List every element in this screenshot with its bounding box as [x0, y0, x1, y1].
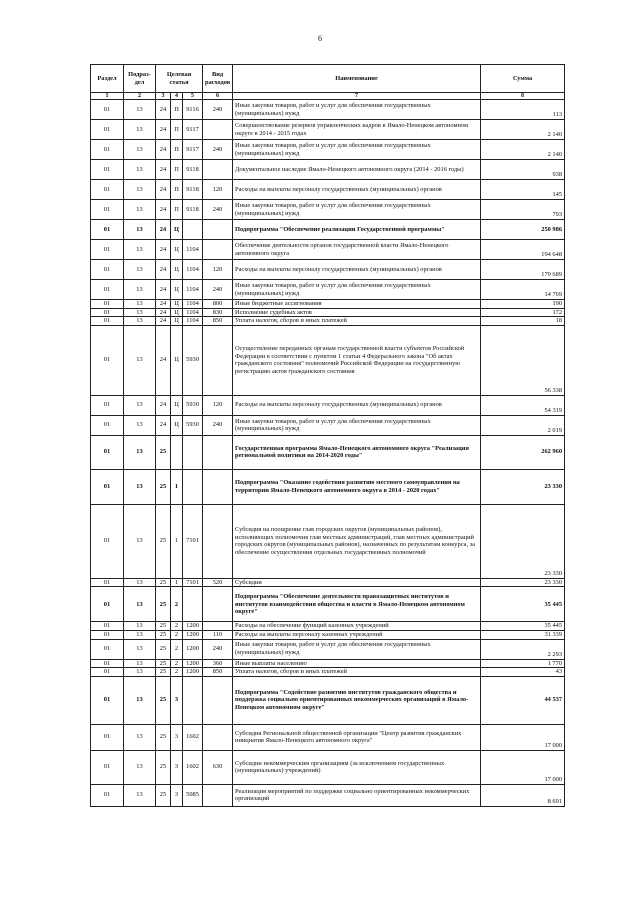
name-cell: Иные выплаты населению — [233, 659, 481, 668]
razdel-cell: 01 — [91, 784, 124, 806]
program-code-cell: 24 — [156, 317, 171, 326]
name-cell: Обеспечение деятельности органов государственной власти Ямало-Ненецкого автономного округа — [233, 240, 481, 260]
program-code-cell: 25 — [156, 622, 171, 631]
podrazdel-cell: 13 — [124, 622, 156, 631]
program-code-cell: 25 — [156, 784, 171, 806]
razdel-cell: 01 — [91, 724, 124, 750]
razdel-cell: 01 — [91, 630, 124, 639]
vid-cell — [203, 160, 233, 180]
direction-code-cell: 1200 — [183, 659, 203, 668]
sum-cell: 54 319 — [481, 395, 565, 415]
name-cell: Государственная программа Ямало-Ненецкого автономного округа "Реализация региональной политики на 2014-2020 годы" — [233, 435, 481, 469]
razdel-cell: 01 — [91, 469, 124, 504]
direction-code-cell — [183, 587, 203, 622]
vid-cell — [203, 325, 233, 395]
razdel-cell: 01 — [91, 180, 124, 200]
podrazdel-cell: 13 — [124, 308, 156, 317]
direction-code-cell: 1200 — [183, 639, 203, 659]
subprogram-code-cell: Ц — [171, 240, 183, 260]
podrazdel-cell: 13 — [124, 325, 156, 395]
sum-cell: 2 019 — [481, 415, 565, 435]
name-cell: Иные закупки товаров, работ и услуг для обеспечения государственных (муниципальных) нужд — [233, 140, 481, 160]
podrazdel-cell: 13 — [124, 587, 156, 622]
name-cell: Субсидии — [233, 578, 481, 587]
table-row — [91, 260, 565, 280]
podrazdel-cell: 13 — [124, 120, 156, 140]
direction-code-cell: 1104 — [183, 280, 203, 300]
vid-cell — [203, 435, 233, 469]
vid-cell — [203, 724, 233, 750]
program-code-cell: 24 — [156, 240, 171, 260]
sum-cell: 2 140 — [481, 120, 565, 140]
name-cell: Совершенствование резервов управленческих кадров в Ямало-Ненецком автономном округе в 2014 - 2015 годах — [233, 120, 481, 140]
name-cell: Исполнение судебных актов — [233, 308, 481, 317]
program-code-cell: 25 — [156, 587, 171, 622]
program-code-cell: 24 — [156, 220, 171, 240]
vid-cell: 240 — [203, 200, 233, 220]
table-row — [91, 668, 565, 677]
subprogram-code-cell: П — [171, 160, 183, 180]
razdel-cell: 01 — [91, 260, 124, 280]
razdel-cell: 01 — [91, 668, 124, 677]
direction-code-cell: 7101 — [183, 504, 203, 578]
direction-code-cell: 1104 — [183, 260, 203, 280]
direction-code-cell: 9118 — [183, 180, 203, 200]
program-code-cell: 24 — [156, 200, 171, 220]
index-cell: 1 — [91, 93, 124, 100]
program-code-cell: 25 — [156, 578, 171, 587]
direction-code-cell: 1200 — [183, 668, 203, 677]
podrazdel-cell: 13 — [124, 676, 156, 724]
podrazdel-cell: 13 — [124, 180, 156, 200]
name-cell: Иные закупки товаров, работ и услуг для обеспечения государственных (муниципальных) нужд — [233, 100, 481, 120]
table-row — [91, 140, 565, 160]
direction-code-cell: 7101 — [183, 578, 203, 587]
podrazdel-cell: 13 — [124, 317, 156, 326]
vid-cell: 630 — [203, 750, 233, 784]
program-code-cell: 24 — [156, 415, 171, 435]
podrazdel-cell: 13 — [124, 280, 156, 300]
direction-code-cell — [183, 220, 203, 240]
table-row — [91, 280, 565, 300]
vid-cell — [203, 220, 233, 240]
table-row — [91, 435, 565, 469]
name-cell: Субсидия Региональной общественной организации "Центр развития гражданских инициатив Ямало-Ненецкого автономного округа" — [233, 724, 481, 750]
razdel-cell: 01 — [91, 317, 124, 326]
subprogram-code-cell: 3 — [171, 676, 183, 724]
name-cell: Реализация мероприятий по поддержке социально ориентированных некоммерческих организаций — [233, 784, 481, 806]
direction-code-cell: 9118 — [183, 200, 203, 220]
podrazdel-cell: 13 — [124, 668, 156, 677]
sum-cell: 35 445 — [481, 587, 565, 622]
sum-cell: 23 330 — [481, 578, 565, 587]
razdel-cell: 01 — [91, 587, 124, 622]
table-row — [91, 750, 565, 784]
sum-cell: 179 689 — [481, 260, 565, 280]
direction-code-cell: 5930 — [183, 415, 203, 435]
header-target-article: Целевая статья — [156, 65, 203, 93]
razdel-cell: 01 — [91, 659, 124, 668]
subprogram-code-cell: 2 — [171, 622, 183, 631]
index-cell: 2 — [124, 93, 156, 100]
program-code-cell: 25 — [156, 630, 171, 639]
subprogram-code-cell: 3 — [171, 724, 183, 750]
podrazdel-cell: 13 — [124, 578, 156, 587]
podrazdel-cell: 13 — [124, 435, 156, 469]
table-row — [91, 240, 565, 260]
subprogram-code-cell: Ц — [171, 308, 183, 317]
razdel-cell: 01 — [91, 308, 124, 317]
table-row — [91, 639, 565, 659]
vid-cell — [203, 676, 233, 724]
direction-code-cell: 9118 — [183, 160, 203, 180]
program-code-cell: 25 — [156, 676, 171, 724]
program-code-cell: 25 — [156, 724, 171, 750]
razdel-cell: 01 — [91, 750, 124, 784]
vid-cell: 240 — [203, 280, 233, 300]
subprogram-code-cell: 2 — [171, 668, 183, 677]
razdel-cell: 01 — [91, 140, 124, 160]
table-row — [91, 220, 565, 240]
sum-cell: 250 986 — [481, 220, 565, 240]
table-row — [91, 395, 565, 415]
header-podrazdel: Подраз-дел — [124, 65, 156, 93]
razdel-cell: 01 — [91, 240, 124, 260]
subprogram-code-cell: Ц — [171, 317, 183, 326]
razdel-cell: 01 — [91, 280, 124, 300]
vid-cell: 120 — [203, 180, 233, 200]
vid-cell: 850 — [203, 317, 233, 326]
program-code-cell: 24 — [156, 395, 171, 415]
table-row — [91, 415, 565, 435]
vid-cell: 850 — [203, 668, 233, 677]
vid-cell: 120 — [203, 395, 233, 415]
subprogram-code-cell: П — [171, 100, 183, 120]
razdel-cell: 01 — [91, 160, 124, 180]
podrazdel-cell: 13 — [124, 220, 156, 240]
table-row — [91, 622, 565, 631]
podrazdel-cell: 13 — [124, 200, 156, 220]
sum-cell: 56 338 — [481, 325, 565, 395]
direction-code-cell: 9116 — [183, 100, 203, 120]
podrazdel-cell: 13 — [124, 260, 156, 280]
subprogram-code-cell: 3 — [171, 784, 183, 806]
table-row — [91, 504, 565, 578]
podrazdel-cell: 13 — [124, 784, 156, 806]
table-row — [91, 659, 565, 668]
direction-code-cell: 1104 — [183, 308, 203, 317]
name-cell: Подпрограмма "Содействие развитию институтов гражданского общества и поддержка социально ориентированных некоммерческих организаций в Ямало-Ненецком автономном округе" — [233, 676, 481, 724]
index-cell: 3 — [156, 93, 171, 100]
name-cell: Иные закупки товаров, работ и услуг для обеспечения государственных (муниципальных) нужд — [233, 200, 481, 220]
sum-cell: 43 — [481, 668, 565, 677]
table-row — [91, 300, 565, 309]
header-vid-raskhodov: Вид расходов — [203, 65, 233, 93]
program-code-cell: 24 — [156, 140, 171, 160]
vid-cell: 240 — [203, 140, 233, 160]
program-code-cell: 24 — [156, 120, 171, 140]
name-cell: Расходы на обеспечение функций казенных учреждений — [233, 622, 481, 631]
direction-code-cell: 5085 — [183, 784, 203, 806]
subprogram-code-cell: 1 — [171, 504, 183, 578]
sum-cell: 14 769 — [481, 280, 565, 300]
table-row — [91, 469, 565, 504]
table-row — [91, 724, 565, 750]
program-code-cell: 24 — [156, 300, 171, 309]
program-code-cell: 25 — [156, 504, 171, 578]
vid-cell: 830 — [203, 308, 233, 317]
table-row — [91, 587, 565, 622]
sum-cell: 44 537 — [481, 676, 565, 724]
razdel-cell: 01 — [91, 578, 124, 587]
vid-cell — [203, 240, 233, 260]
program-code-cell: 25 — [156, 750, 171, 784]
razdel-cell: 01 — [91, 435, 124, 469]
razdel-cell: 01 — [91, 100, 124, 120]
podrazdel-cell: 13 — [124, 630, 156, 639]
razdel-cell: 01 — [91, 622, 124, 631]
subprogram-code-cell: 2 — [171, 639, 183, 659]
sum-cell: 2 293 — [481, 639, 565, 659]
subprogram-code-cell: П — [171, 120, 183, 140]
index-cell: 5 — [183, 93, 203, 100]
name-cell: Расходы на выплаты персоналу государственных (муниципальных) органов — [233, 180, 481, 200]
program-code-cell: 24 — [156, 280, 171, 300]
name-cell: Иные закупки товаров, работ и услуг для обеспечения государственных (муниципальных) нужд — [233, 639, 481, 659]
subprogram-code-cell: Ц — [171, 300, 183, 309]
sum-cell: 1 770 — [481, 659, 565, 668]
budget-table — [90, 64, 565, 807]
subprogram-code-cell: Ц — [171, 260, 183, 280]
direction-code-cell: 5930 — [183, 325, 203, 395]
direction-code-cell: 1104 — [183, 317, 203, 326]
sum-cell: 35 445 — [481, 622, 565, 631]
podrazdel-cell: 13 — [124, 160, 156, 180]
name-cell: Документальное наследие Ямало-Ненецкого автономного округа (2014 - 2016 годы) — [233, 160, 481, 180]
program-code-cell: 25 — [156, 435, 171, 469]
vid-cell — [203, 784, 233, 806]
subprogram-code-cell: П — [171, 200, 183, 220]
subprogram-code-cell: Ц — [171, 415, 183, 435]
subprogram-code-cell: Ц — [171, 325, 183, 395]
sum-cell: 793 — [481, 200, 565, 220]
direction-code-cell: 9117 — [183, 120, 203, 140]
program-code-cell: 25 — [156, 668, 171, 677]
index-cell: 8 — [481, 93, 565, 100]
sum-cell: 194 648 — [481, 240, 565, 260]
subprogram-code-cell: 1 — [171, 578, 183, 587]
sum-cell: 31 339 — [481, 630, 565, 639]
vid-cell: 110 — [203, 630, 233, 639]
subprogram-code-cell: 2 — [171, 587, 183, 622]
name-cell: Субсидии некоммерческим организациям (за исключением государственных (муниципальных) учреждений) — [233, 750, 481, 784]
direction-code-cell: 1602 — [183, 724, 203, 750]
razdel-cell: 01 — [91, 415, 124, 435]
direction-code-cell: 9117 — [183, 140, 203, 160]
program-code-cell: 24 — [156, 160, 171, 180]
vid-cell — [203, 622, 233, 631]
sum-cell: 938 — [481, 160, 565, 180]
razdel-cell: 01 — [91, 639, 124, 659]
name-cell: Осуществление переданных органам государственной власти субъектов Российской Федерации в соответствии с пунктом 1 статьи 4 Федерального закона "Об актах гражданского состояния" полномочий Российской Федерации на государственную регистрацию актов гражданского состояния — [233, 325, 481, 395]
podrazdel-cell: 13 — [124, 395, 156, 415]
podrazdel-cell: 13 — [124, 750, 156, 784]
table-row — [91, 160, 565, 180]
podrazdel-cell: 13 — [124, 415, 156, 435]
razdel-cell: 01 — [91, 395, 124, 415]
vid-cell: 240 — [203, 100, 233, 120]
name-cell: Подпрограмма "Обеспечение деятельности правозащитных институтов и институтов взаимодействия общества и власти в Ямало-Ненецком автономном округе" — [233, 587, 481, 622]
sum-cell: 23 330 — [481, 469, 565, 504]
vid-cell: 240 — [203, 415, 233, 435]
name-cell: Подпрограмма "Оказание содействия развитию местного самоуправления на территории Ямало-Ненецкого автономного округа в 2014 - 2020 годах" — [233, 469, 481, 504]
subprogram-code-cell: 3 — [171, 750, 183, 784]
podrazdel-cell: 13 — [124, 724, 156, 750]
vid-cell: 360 — [203, 659, 233, 668]
razdel-cell: 01 — [91, 300, 124, 309]
header-razdel: Раздел — [91, 65, 124, 93]
program-code-cell: 25 — [156, 639, 171, 659]
name-cell: Уплата налогов, сборов и иных платежей — [233, 317, 481, 326]
name-cell: Расходы на выплаты персоналу государственных (муниципальных) органов — [233, 260, 481, 280]
podrazdel-cell: 13 — [124, 100, 156, 120]
direction-code-cell: 1200 — [183, 630, 203, 639]
index-cell: 6 — [203, 93, 233, 100]
program-code-cell: 24 — [156, 260, 171, 280]
table-row — [91, 120, 565, 140]
vid-cell: 520 — [203, 578, 233, 587]
podrazdel-cell: 13 — [124, 659, 156, 668]
razdel-cell: 01 — [91, 120, 124, 140]
page-number: 6 — [318, 34, 322, 43]
program-code-cell: 24 — [156, 100, 171, 120]
sum-cell: 23 330 — [481, 504, 565, 578]
razdel-cell: 01 — [91, 676, 124, 724]
table-row — [91, 630, 565, 639]
table-row — [91, 578, 565, 587]
sum-cell: 262 960 — [481, 435, 565, 469]
name-cell: Иные закупки товаров, работ и услуг для обеспечения государственных (муниципальных) нужд — [233, 415, 481, 435]
vid-cell: 240 — [203, 639, 233, 659]
sum-cell: 2 140 — [481, 140, 565, 160]
razdel-cell: 01 — [91, 325, 124, 395]
direction-code-cell: 1602 — [183, 750, 203, 784]
name-cell: Субсидия на поощрение глав городских округов (муниципальных районов), исполняющих полномочия глав местных администраций, глав местных администраций городских округов (муниципальных районов), назначенных по результатам конкурса, за обеспечение осуществления отдельных государственных полномочий — [233, 504, 481, 578]
sum-cell: 8 691 — [481, 784, 565, 806]
subprogram-code-cell: Ц — [171, 220, 183, 240]
vid-cell — [203, 504, 233, 578]
table-row — [91, 100, 565, 120]
direction-code-cell: 1104 — [183, 240, 203, 260]
razdel-cell: 01 — [91, 220, 124, 240]
direction-code-cell: 5930 — [183, 395, 203, 415]
table-row — [91, 200, 565, 220]
index-cell: 4 — [171, 93, 183, 100]
podrazdel-cell: 13 — [124, 504, 156, 578]
podrazdel-cell: 13 — [124, 639, 156, 659]
name-cell: Подпрограмма "Обеспечение реализации Государственной программы" — [233, 220, 481, 240]
subprogram-code-cell: П — [171, 180, 183, 200]
program-code-cell: 25 — [156, 659, 171, 668]
vid-cell — [203, 120, 233, 140]
direction-code-cell — [183, 469, 203, 504]
vid-cell — [203, 469, 233, 504]
table-row — [91, 180, 565, 200]
name-cell: Иные закупки товаров, работ и услуг для обеспечения государственных (муниципальных) нужд — [233, 280, 481, 300]
direction-code-cell: 1104 — [183, 300, 203, 309]
sum-cell: 145 — [481, 180, 565, 200]
podrazdel-cell: 13 — [124, 140, 156, 160]
subprogram-code-cell: 1 — [171, 469, 183, 504]
name-cell: Расходы на выплаты персоналу государственных (муниципальных) органов — [233, 395, 481, 415]
header-name: Наименование — [233, 65, 481, 93]
program-code-cell: 24 — [156, 325, 171, 395]
podrazdel-cell: 13 — [124, 240, 156, 260]
program-code-cell: 24 — [156, 308, 171, 317]
sum-cell: 172 — [481, 308, 565, 317]
header-sum: Сумма — [481, 65, 565, 93]
program-code-cell: 25 — [156, 469, 171, 504]
table-row — [91, 317, 565, 326]
sum-cell: 17 000 — [481, 750, 565, 784]
table-row — [91, 784, 565, 806]
subprogram-code-cell: Ц — [171, 395, 183, 415]
subprogram-code-cell: 2 — [171, 630, 183, 639]
name-cell: Иные бюджетные ассигнования — [233, 300, 481, 309]
razdel-cell: 01 — [91, 200, 124, 220]
table-row — [91, 676, 565, 724]
name-cell: Уплата налогов, сборов и иных платежей — [233, 668, 481, 677]
podrazdel-cell: 13 — [124, 300, 156, 309]
table-row — [91, 308, 565, 317]
index-cell: 7 — [233, 93, 481, 100]
subprogram-code-cell: Ц — [171, 280, 183, 300]
name-cell: Расходы на выплаты персоналу казенных учреждений — [233, 630, 481, 639]
vid-cell: 800 — [203, 300, 233, 309]
direction-code-cell: 1200 — [183, 622, 203, 631]
program-code-cell: 24 — [156, 180, 171, 200]
vid-cell — [203, 587, 233, 622]
podrazdel-cell: 13 — [124, 469, 156, 504]
subprogram-code-cell: П — [171, 140, 183, 160]
table-row — [91, 325, 565, 395]
razdel-cell: 01 — [91, 504, 124, 578]
direction-code-cell — [183, 676, 203, 724]
vid-cell: 120 — [203, 260, 233, 280]
sum-cell: 17 000 — [481, 724, 565, 750]
sum-cell: 113 — [481, 100, 565, 120]
subprogram-code-cell — [171, 435, 183, 469]
sum-cell: 18 — [481, 317, 565, 326]
subprogram-code-cell: 2 — [171, 659, 183, 668]
sum-cell: 190 — [481, 300, 565, 309]
direction-code-cell — [183, 435, 203, 469]
